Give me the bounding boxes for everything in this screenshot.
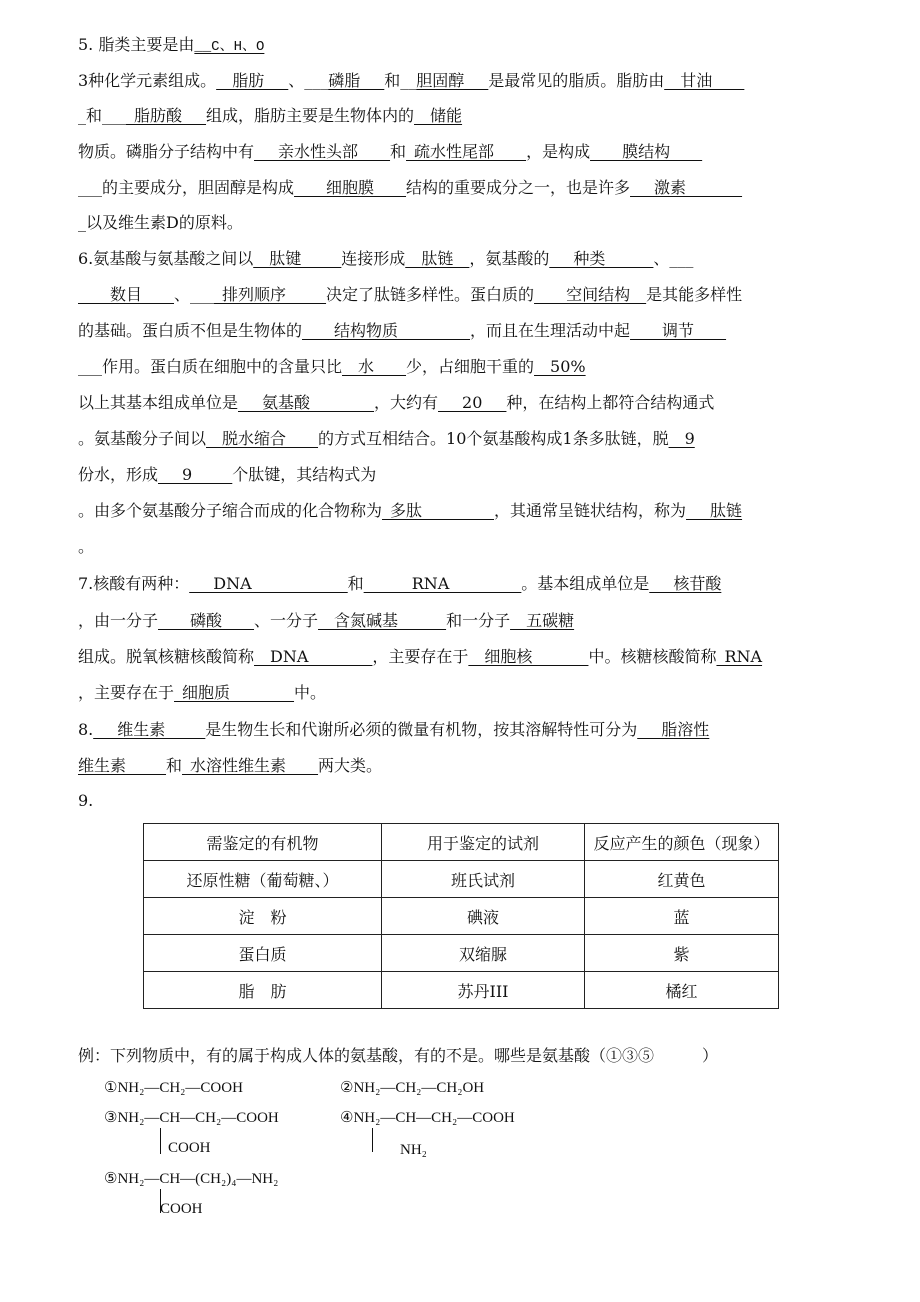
table-header: 用于鉴定的试剂	[382, 824, 585, 861]
table-row	[144, 898, 779, 935]
answer-blank: ___亲水性头部____	[254, 142, 391, 161]
q5-line-2: 3种化学元素组成。__脂肪___、___磷脂___和__胆固醇___是最常见的脂质。脂肪由__甘油____	[78, 71, 745, 90]
q6-line-9: 。	[78, 537, 95, 556]
table-cell: 还原性糖（葡萄糖、）	[144, 861, 382, 898]
answer-blank: ___氨基酸________	[238, 393, 375, 412]
compound-2: ②NH₂—CH₂—CH₂OH	[340, 1080, 485, 1096]
answer-blank: __脱水缩合____	[206, 429, 319, 448]
q7-line-1: 7.核酸有两种：___DNA____________和______RNA_________。基本组成单位是___核苷酸	[78, 574, 722, 593]
q5-line-6: _以及维生素D的原料。	[78, 213, 243, 232]
table-cell: 碘液	[382, 898, 585, 935]
q6-line-5: 以上其基本组成单位是___氨基酸________，大约有___20___种，在结构上都符合结构通式	[78, 393, 715, 412]
table-cell: 脂 肪	[144, 972, 382, 1009]
q7-line-4: ，主要存在于_细胞质________中。	[78, 683, 327, 702]
answer-blank: ___9_____	[158, 465, 233, 484]
table-cell: 双缩脲	[382, 935, 585, 972]
answer-blank: ____调节____	[630, 321, 727, 340]
table-cell: 红黄色	[585, 861, 779, 898]
q6-line-8: 。由多个氨基酸分子缩合而成的化合物称为_多肽_________，其通常呈链状结构，称为___肽链	[78, 501, 743, 520]
q7-line-2: ，由一分子____磷酸____、一分子__含氮碱基______和一分子__五碳糖	[78, 611, 575, 630]
table-row	[144, 861, 779, 898]
compound-3: ③NH₂—CH—CH₂—COOH	[104, 1110, 279, 1126]
table-cell: 班氏试剂	[382, 861, 585, 898]
answer-blank: _排列顺序_____	[214, 285, 327, 304]
q5-line-3: _和____脂肪酸___组成，脂肪主要是生物体内的__储能	[78, 106, 463, 125]
table-cell: 蛋白质	[144, 935, 382, 972]
bond-line	[160, 1128, 161, 1154]
answer-blank: __甘油____	[664, 71, 745, 90]
bond-line	[372, 1128, 373, 1152]
answer-blank: ______RNA_________	[363, 574, 522, 593]
q6-line-6: 。氨基酸分子间以__脱水缩合____的方式互相结合。10个氨基酸构成1条多肽链，脱__9	[78, 429, 695, 448]
table-cell: 紫	[585, 935, 779, 972]
q6-line-2: ____数目____、____排列顺序_____决定了肽链多样性。蛋白质的____空间结构__是其能多样性	[78, 285, 743, 304]
answer-blank: ___DNA____________	[189, 574, 348, 593]
answer-blank: _细胞质________	[174, 683, 295, 702]
q6-line-3: 的基础。蛋白质不但是生物体的____结构物质_________，而且在生理活动中起____调节____	[78, 321, 727, 340]
q8-line-2: 维生素_____和_水溶性维生素____两大类。	[78, 756, 383, 775]
table-header: 反应产生的颜色（现象）	[585, 824, 779, 861]
q5-line-1: 5. 脂类主要是由__C、H、O	[78, 35, 265, 55]
q6-line-7: 份水，形成___9_____个肽键，其结构式为	[78, 465, 377, 484]
answer-blank: __含氮碱基______	[318, 611, 447, 630]
answer-blank: ___脂溶性	[637, 720, 710, 739]
answer-blank: ____空间结构__	[534, 285, 647, 304]
q6-line-4: ___作用。蛋白质在细胞中的含量只比__水____少，占细胞干重的__50%	[78, 357, 586, 376]
q5-line-4: 物质。磷脂分子结构中有___亲水性头部____和_疏水性尾部____，是构成____膜结构____	[78, 142, 703, 161]
answer-blank: __水____	[342, 357, 407, 376]
q7-line-3: 组成。脱氧核糖核酸简称__DNA________，主要存在于__细胞核_______中。核糖核酸简称_RNA	[78, 647, 763, 666]
answer-blank: 磷脂___	[328, 71, 385, 90]
table-cell: 橘红	[585, 972, 779, 1009]
answer-blank: ____结构物质_________	[302, 321, 471, 340]
compound-4: ④NH₂—CH—CH₂—COOH	[340, 1110, 515, 1126]
q8-line-1: 8.___维生素_____是生物生长和代谢所必须的微量有机物，按其溶解特性可分为___脂溶性	[78, 720, 710, 739]
answer-blank: __9	[668, 429, 695, 448]
answer-blank: _脂肪酸___	[126, 106, 207, 125]
answer-blank: ___维生素_____	[93, 720, 206, 739]
table-header: 需鉴定的有机物	[144, 824, 382, 861]
compound-1: ①NH₂—CH₂—COOH	[104, 1080, 243, 1096]
answer-blank: __五碳糖	[510, 611, 575, 630]
answer-blank: _RNA	[716, 647, 763, 666]
answer-blank: _多肽_________	[382, 501, 495, 520]
answer-blank: __50%	[534, 357, 586, 376]
example-question: 例：下列物质中，有的属于构成人体的氨基酸，有的不是。哪些是氨基酸（①③⑤ ）	[78, 1046, 719, 1065]
table-row	[144, 935, 779, 972]
compound-3-substituent: COOH	[168, 1140, 211, 1156]
table-cell: 苏丹III	[382, 972, 585, 1009]
answer-blank: ___激素_______	[630, 178, 743, 197]
answer-blank: ____磷酸____	[158, 611, 255, 630]
answer-blank: __肽键_____	[253, 249, 342, 268]
q6-line-1: 6.氨基酸与氨基酸之间以__肽键_____连接形成__肽链__，氨基酸的___种类______、___	[78, 249, 694, 268]
table-row	[144, 972, 779, 1009]
answer-blank: __肽链__	[405, 249, 470, 268]
answer-blank: ____数目____	[78, 285, 175, 304]
answer-blank: ___肽链	[686, 501, 743, 520]
answer-blank: 胆固醇___	[416, 71, 489, 90]
answer-blank: __脂肪___	[216, 71, 289, 90]
q9-label: 9.	[78, 791, 94, 810]
answer-blank: __DNA________	[254, 647, 373, 666]
answer-blank: _疏水性尾部____	[406, 142, 527, 161]
answer-blank: ___核苷酸	[649, 574, 722, 593]
answer-blank: __储能	[414, 106, 463, 125]
answer-blank: ___20___	[438, 393, 507, 412]
answer-blank: _水溶性维生素____	[182, 756, 319, 775]
reagent-table	[143, 823, 779, 1009]
answer-blank: ____细胞膜____	[294, 178, 407, 197]
compound-5-substituent: COOH	[160, 1201, 203, 1217]
answer-blank: 维生素_____	[78, 756, 167, 775]
table-header-row	[144, 824, 779, 861]
answer-blank: ___种类______	[549, 249, 654, 268]
answer-blank: __细胞核_______	[468, 647, 589, 666]
answer-blank: ____膜结构____	[590, 142, 703, 161]
table-cell: 淀 粉	[144, 898, 382, 935]
compound-5: ⑤NH₂—CH—(CH₂)₄—NH₂	[104, 1171, 279, 1187]
answer-blank: __C、H、O	[194, 39, 265, 55]
q5-line-5: ___的主要成分，胆固醇是构成____细胞膜____结构的重要成分之一，也是许多___激素_______	[78, 178, 743, 197]
compound-4-substituent: NH₂	[400, 1142, 427, 1158]
table-cell: 蓝	[585, 898, 779, 935]
